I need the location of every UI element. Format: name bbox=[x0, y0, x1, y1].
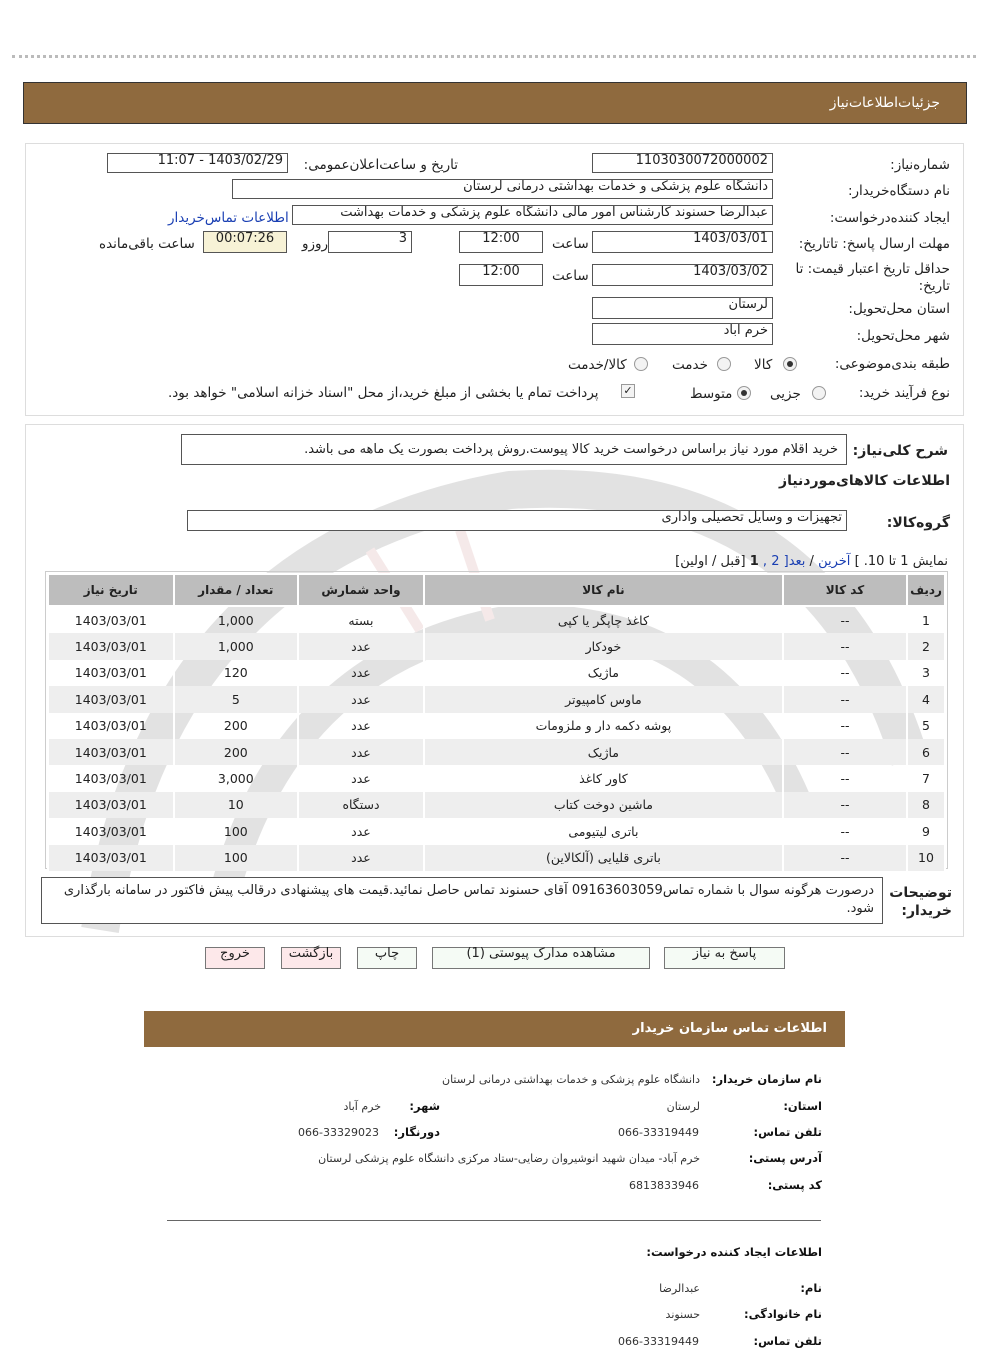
row-cell: 1 bbox=[907, 606, 945, 633]
pagination-prefix: نمایش 1 تا 10. ] bbox=[854, 554, 948, 569]
pagination-next-link[interactable]: بعد bbox=[788, 554, 806, 569]
remaining-time-field: 00:07:26 bbox=[203, 231, 287, 253]
contact-province-value: لرستان bbox=[666, 1100, 700, 1113]
contact-title: اطلاعات تماس سازمان خریدار bbox=[632, 1021, 827, 1036]
row-cell: 7 bbox=[907, 765, 945, 791]
process-minor-label: جزیی bbox=[770, 386, 801, 402]
attachments-button[interactable]: مشاهده مدارک پیوستی (1) bbox=[432, 947, 650, 969]
process-medium-radio[interactable] bbox=[737, 386, 751, 400]
unit-cell: عدد bbox=[298, 633, 424, 659]
unit-cell: دستگاه bbox=[298, 792, 424, 818]
province-label: استان محل‌تحویل: bbox=[848, 301, 950, 317]
creator-info-title: اطلاعات ایجاد کننده درخواست: bbox=[646, 1245, 822, 1259]
name-cell: کاغذ چاپگر یا کپی bbox=[424, 606, 783, 633]
date-cell: 1403/03/01 bbox=[48, 739, 174, 765]
code-cell: -- bbox=[783, 686, 907, 712]
days-field[interactable]: 3 bbox=[328, 231, 412, 253]
code-cell: -- bbox=[783, 713, 907, 739]
row-cell: 9 bbox=[907, 818, 945, 844]
unit-cell: بسته bbox=[298, 606, 424, 633]
table-row bbox=[48, 845, 945, 871]
col-unit-header: واحد شمارش bbox=[298, 574, 424, 606]
unit-cell: عدد bbox=[298, 845, 424, 871]
contact-divider bbox=[167, 1220, 821, 1221]
city-label: شهر محل‌تحویل: bbox=[856, 328, 950, 344]
deadline-date-field[interactable]: 1403/03/01 bbox=[592, 231, 773, 253]
date-cell: 1403/03/01 bbox=[48, 818, 174, 844]
qty-cell: 200 bbox=[174, 713, 299, 739]
notes-field[interactable]: درصورت هرگونه سوال با شماره تماس09163603059 آقای حسنوند تماس حاصل نمائید.قیمت های پیشنهادی درقالب پیش فاکتور در سامانه بارگذاری شود. bbox=[41, 877, 883, 924]
name-cell: کاور کاغذ bbox=[424, 765, 783, 791]
pagination-current: 1 bbox=[749, 554, 759, 569]
contact-postal-label: کد پستی: bbox=[767, 1178, 822, 1192]
validity-date-field[interactable]: 1403/03/02 bbox=[592, 264, 773, 286]
creator-phone-value: 066-33319449 bbox=[618, 1335, 699, 1348]
contact-province-label: استان: bbox=[783, 1099, 822, 1113]
top-dotted-divider bbox=[12, 55, 976, 58]
group-field[interactable]: تجهیزات و وسایل تحصیلی واداری bbox=[187, 510, 847, 531]
qty-cell: 120 bbox=[174, 660, 299, 686]
need-number-label: شماره‌نیاز: bbox=[890, 157, 950, 173]
code-cell: -- bbox=[783, 739, 907, 765]
qty-cell: 100 bbox=[174, 845, 299, 871]
name-cell: ماژیک bbox=[424, 739, 783, 765]
row-cell: 5 bbox=[907, 713, 945, 739]
deadline-label: مهلت ارسال پاسخ: تاتاریخ: bbox=[798, 236, 950, 252]
province-field[interactable]: لرستان bbox=[592, 297, 773, 319]
category-both-label: کالا/خدمت bbox=[568, 357, 627, 373]
contact-fax-value: 066-33329023 bbox=[298, 1126, 379, 1139]
date-cell: 1403/03/01 bbox=[48, 686, 174, 712]
name-cell: باتری قلیایی (آلکالاین) bbox=[424, 845, 783, 871]
category-both-radio[interactable] bbox=[634, 357, 648, 371]
notes-label: توضیحات خریدار: bbox=[889, 885, 952, 919]
unit-cell: عدد bbox=[298, 739, 424, 765]
contact-postal-value: 6813833946 bbox=[629, 1179, 699, 1192]
code-cell: -- bbox=[783, 765, 907, 791]
category-goods-radio[interactable] bbox=[783, 357, 797, 371]
row-cell: 3 bbox=[907, 660, 945, 686]
table-row bbox=[48, 818, 945, 844]
row-cell: 8 bbox=[907, 792, 945, 818]
table-row bbox=[48, 633, 945, 659]
contact-phone-value: 066-33319449 bbox=[618, 1126, 699, 1139]
qty-cell: 5 bbox=[174, 686, 299, 712]
qty-cell: 3,000 bbox=[174, 765, 299, 791]
row-cell: 2 bbox=[907, 633, 945, 659]
payment-text: پرداخت تمام یا بخشی از مبلغ خرید،از محل "اسناد خزانه اسلامی" خواهد بود. bbox=[168, 385, 599, 401]
goods-info-title: اطلاعات کالاهای‌مورد‌نیاز bbox=[779, 473, 950, 489]
unit-cell: عدد bbox=[298, 765, 424, 791]
col-code-header: کد کالا bbox=[783, 574, 907, 606]
contact-org-value: دانشگاه علوم پزشکی و خدمات بهداشتی درمانی لرستان bbox=[441, 1073, 700, 1086]
process-label: نوع فرآیند خرید: bbox=[858, 385, 950, 401]
table-row bbox=[48, 606, 945, 633]
items-table-body bbox=[48, 606, 945, 871]
date-cell: 1403/03/01 bbox=[48, 845, 174, 871]
category-label: طبقه بندی‌موضوعی: bbox=[834, 356, 950, 372]
date-cell: 1403/03/01 bbox=[48, 765, 174, 791]
date-cell: 1403/03/01 bbox=[48, 606, 174, 633]
process-medium-label: متوسط bbox=[690, 386, 733, 402]
contact-address-label: آدرس پستی: bbox=[748, 1151, 822, 1165]
table-row bbox=[48, 686, 945, 712]
pagination-pages[interactable]: [ 2 , bbox=[762, 554, 789, 569]
name-cell: ماشین دوخت کتاب bbox=[424, 792, 783, 818]
qty-cell: 100 bbox=[174, 818, 299, 844]
remaining-label: ساعت باقی‌مانده bbox=[99, 236, 195, 252]
col-row-header: ردیف bbox=[907, 574, 945, 606]
name-cell: ماژیک bbox=[424, 660, 783, 686]
buyer-contact-link[interactable]: اطلاعات تماس‌خریدار bbox=[168, 210, 289, 226]
buyer-org-label: نام دستگاه‌خریدار: bbox=[847, 183, 950, 199]
page-header bbox=[23, 82, 967, 124]
items-table bbox=[47, 573, 946, 871]
code-cell: -- bbox=[783, 633, 907, 659]
contact-fax-label: دورنگار: bbox=[393, 1125, 440, 1139]
col-date-header: تاریخ نیاز bbox=[48, 574, 174, 606]
creator-phone-label: تلفن تماس: bbox=[753, 1334, 822, 1348]
row-cell: 4 bbox=[907, 686, 945, 712]
payment-checkbox[interactable]: ✓ bbox=[621, 384, 635, 398]
table-row bbox=[48, 713, 945, 739]
qty-cell: 1,000 bbox=[174, 606, 299, 633]
contact-address-value: خرم آباد- میدان شهید انوشیروان رضایی-ستاد مرکزی دانشگاه علوم پزشکی لرستان bbox=[318, 1152, 700, 1165]
validity-time-label: ساعت bbox=[552, 268, 589, 284]
days-label: روزو bbox=[302, 236, 329, 252]
name-cell: خودکار bbox=[424, 633, 783, 659]
summary-label: شرح کلی‌نیاز: bbox=[852, 443, 948, 459]
creator-name-label: نام: bbox=[800, 1281, 822, 1295]
contact-city-label: شهر: bbox=[409, 1099, 440, 1113]
col-qty-header: تعداد / مقدار bbox=[174, 574, 299, 606]
row-cell: 10 bbox=[907, 845, 945, 871]
unit-cell: عدد bbox=[298, 818, 424, 844]
unit-cell: عدد bbox=[298, 686, 424, 712]
pagination bbox=[675, 554, 948, 569]
pagination-last-link[interactable]: آخرین bbox=[818, 554, 851, 569]
code-cell: -- bbox=[783, 818, 907, 844]
name-cell: ماوس کامپیوتر bbox=[424, 686, 783, 712]
city-field[interactable]: خرم آباد bbox=[592, 323, 773, 345]
date-cell: 1403/03/01 bbox=[48, 660, 174, 686]
date-cell: 1403/03/01 bbox=[48, 792, 174, 818]
announce-label: تاریخ و ساعت‌اعلان‌عمومی: bbox=[303, 157, 458, 173]
date-cell: 1403/03/01 bbox=[48, 713, 174, 739]
deadline-time-field[interactable]: 12:00 bbox=[459, 231, 543, 253]
validity-label: حداقل تاریخ اعتبار قیمت: تا تاریخ: bbox=[795, 261, 950, 294]
table-row bbox=[48, 660, 945, 686]
creator-label: ایجاد کننده‌درخواست: bbox=[829, 210, 950, 226]
row-cell: 6 bbox=[907, 739, 945, 765]
summary-field[interactable]: خرید اقلام مورد نیاز براساس درخواست خرید کالا پیوست.روش پرداخت بصورت یک ماهه می باشد. bbox=[181, 434, 847, 465]
code-cell: -- bbox=[783, 845, 907, 871]
unit-cell: عدد bbox=[298, 713, 424, 739]
qty-cell: 10 bbox=[174, 792, 299, 818]
creator-family-value: حسنوند bbox=[665, 1308, 700, 1321]
need-number-field[interactable]: 1103030072000002 bbox=[592, 153, 773, 173]
category-service-radio[interactable] bbox=[717, 357, 731, 371]
unit-cell: عدد bbox=[298, 660, 424, 686]
name-cell: پوشه دکمه دار و ملزومات bbox=[424, 713, 783, 739]
code-cell: -- bbox=[783, 660, 907, 686]
category-goods-label: کالا bbox=[754, 357, 773, 373]
qty-cell: 1,000 bbox=[174, 633, 299, 659]
process-minor-radio[interactable] bbox=[812, 386, 826, 400]
print-button[interactable]: چاپ bbox=[357, 947, 417, 969]
creator-field[interactable]: عبدالرضا حسنوند کارشناس امور مالی دانشگاه علوم پزشکی و خدمات بهداشت bbox=[292, 205, 773, 225]
contact-city-value: خرم آباد bbox=[343, 1100, 381, 1113]
name-cell: باتری لیتیومی bbox=[424, 818, 783, 844]
table-header-row bbox=[48, 574, 945, 606]
validity-time-field[interactable]: 12:00 bbox=[459, 264, 543, 286]
deadline-time-label: ساعت bbox=[552, 236, 589, 252]
pagination-separator: / bbox=[809, 554, 814, 569]
buyer-org-field[interactable]: دانشگاه علوم پزشکی و خدمات بهداشتی درمانی لرستان bbox=[232, 179, 773, 199]
category-service-label: خدمت bbox=[672, 357, 708, 373]
code-cell: -- bbox=[783, 792, 907, 818]
page-title: جزئیات‌اطلاعات‌نیاز bbox=[829, 95, 940, 111]
code-cell: -- bbox=[783, 606, 907, 633]
creator-family-label: نام خانوادگی: bbox=[744, 1307, 822, 1321]
reply-button[interactable]: پاسخ به نیاز bbox=[664, 947, 785, 969]
col-name-header: نام کالا bbox=[424, 574, 783, 606]
back-button[interactable]: بازگشت bbox=[281, 947, 341, 969]
contact-phone-label: تلفن تماس: bbox=[753, 1125, 822, 1139]
contact-header bbox=[144, 1011, 845, 1047]
table-row bbox=[48, 765, 945, 791]
exit-button[interactable]: خروج bbox=[205, 947, 265, 969]
pagination-suffix: [قبل / اولین] bbox=[675, 554, 746, 569]
contact-org-label: نام سازمان خریدار: bbox=[711, 1072, 822, 1086]
table-row bbox=[48, 739, 945, 765]
group-label: گروه‌کالا: bbox=[886, 515, 950, 531]
qty-cell: 200 bbox=[174, 739, 299, 765]
date-cell: 1403/03/01 bbox=[48, 633, 174, 659]
announce-datetime-field[interactable]: 1403/02/29 - 11:07 bbox=[107, 153, 288, 173]
table-row bbox=[48, 792, 945, 818]
creator-name-value: عبدالرضا bbox=[659, 1282, 700, 1295]
